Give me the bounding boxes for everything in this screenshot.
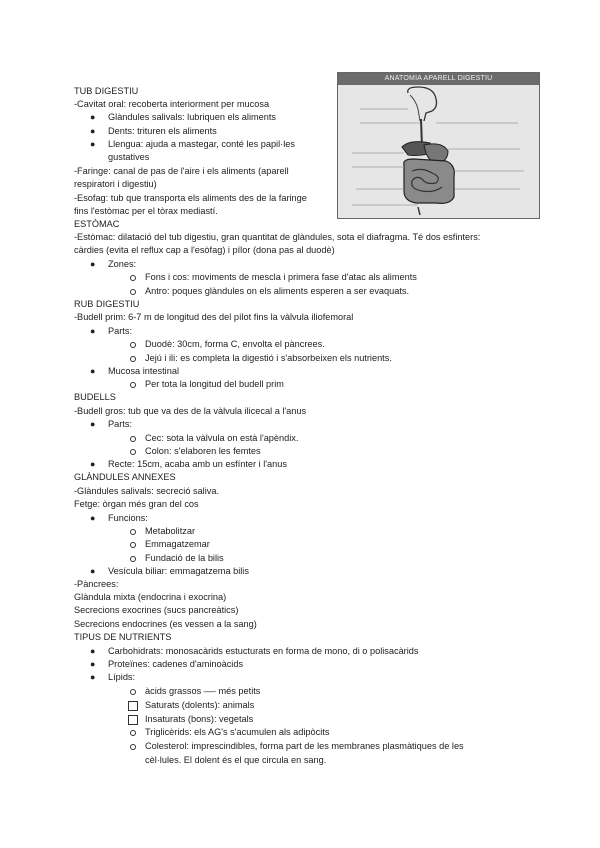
circle-bullet <box>130 275 136 281</box>
bullet-dot: ● <box>90 126 96 136</box>
list-item: Recte: 15cm, acaba amb un esfínter i l'anus <box>108 459 287 469</box>
list-item: Vesícula biliar: emmagatzema bilis <box>108 566 249 576</box>
sub-list-item: Antro: poques glàndules on els aliments esperen a ser evaquats. <box>145 286 410 296</box>
circle-bullet <box>130 730 136 736</box>
list-item: Zones: <box>108 259 137 269</box>
circle-bullet <box>130 542 136 548</box>
text-line: fins l'estòmac per el tòrax mediastí. <box>74 206 218 216</box>
text-line: -Faringe: canal de pas de l'aire i els aliments (aparell <box>74 166 289 176</box>
bullet-dot: ● <box>90 646 96 656</box>
sub-list-item: Colon: s'elaboren les femtes <box>145 446 261 456</box>
text-line: -Budell gros: tub que va des de la vàlvula ilicecal a l'anus <box>74 406 307 416</box>
list-item: Proteïnes: cadenes d'aminoàcids <box>108 659 244 669</box>
circle-bullet <box>130 436 136 442</box>
list-item: Parts: <box>108 419 132 429</box>
sub-list-item: Fons i cos: moviments de mescla i primera fase d'atac als aliments <box>145 272 417 282</box>
text-line: -Pàncrees: <box>74 579 119 589</box>
list-item: Funcions: <box>108 513 148 523</box>
list-item: Dents: trituren els aliments <box>108 126 217 136</box>
text-line: càrdies (evita el reflux cap a l'esòfag) i pílor (dona pas al duodè) <box>74 245 335 255</box>
list-item-continuation: gustatives <box>108 152 150 162</box>
text-line: Glàndula mixta (endocrina i exocrina) <box>74 592 227 602</box>
text-line: -Cavitat oral: recoberta interiorment per mucosa <box>74 99 270 109</box>
heading-tub-digestiu: TUB DIGESTIU <box>74 86 139 96</box>
text-line: Secrecions endocrines (es vessen a la sang) <box>74 619 257 629</box>
circle-bullet <box>130 529 136 535</box>
sub-list-item-continuation: cèl·lules. El dolent és el que circula en sang. <box>145 755 327 765</box>
list-item: Carbohidrats: monosacàrids estucturats en forma de mono, di o polisacàrids <box>108 646 419 656</box>
digestive-system-figure <box>337 72 540 219</box>
checkbox[interactable] <box>128 701 138 711</box>
list-item: Llengua: ajuda a mastegar, conté les papil·les <box>108 139 295 149</box>
text-line: -Esofag: tub que transporta els aliments des de la faringe <box>74 193 307 203</box>
bullet-dot: ● <box>90 112 96 122</box>
circle-bullet <box>130 744 136 750</box>
checklist-item: Saturats (dolents): animals <box>145 700 255 710</box>
text-line: -Budell prim: 6-7 m de longitud des del pílot fins la vàlvula iliofemoral <box>74 312 354 322</box>
digestive-diagram <box>338 85 539 218</box>
sub-list-item: Cec: sota la vàlvula on està l'apèndix. <box>145 433 299 443</box>
sub-list-item: Metabolitzar <box>145 526 196 536</box>
circle-bullet <box>130 382 136 388</box>
sub-list-item: Jejú i ili: es completa la digestió i s'absorbeixen els nutrients. <box>145 353 392 363</box>
list-item: Glàndules salivals: lubriquen els aliments <box>108 112 277 122</box>
figure-title: ANATOMIA APARELL DIGESTIU <box>338 73 539 85</box>
heading-budells: BUDELLS <box>74 392 116 402</box>
text-line: Fetge: òrgan més gran del cos <box>74 499 199 509</box>
list-item: Lípids: <box>108 672 136 682</box>
text-line: -Glàndules salivals: secreció saliva. <box>74 486 220 496</box>
circle-bullet <box>130 689 136 695</box>
text-line: -Estòmac: dilatació del tub digestiu, gran quantitat de glàndules, sota el diafragma. Té dos esfinters: <box>74 232 481 242</box>
bullet-dot: ● <box>90 513 96 523</box>
list-item: Parts: <box>108 326 132 336</box>
bullet-dot: ● <box>90 659 96 669</box>
list-item: Mucosa intestinal <box>108 366 179 376</box>
heading-estomac: ESTÒMAC <box>74 219 120 229</box>
circle-bullet <box>130 449 136 455</box>
circle-bullet <box>130 356 136 362</box>
bullet-dot: ● <box>90 326 96 336</box>
text-line: Secrecions exocrines (sucs pancreàtics) <box>74 605 239 615</box>
sub-list-item: Colesterol: imprescindibles, forma part de les membranes plasmàtiques de les <box>145 741 464 751</box>
checkbox[interactable] <box>128 715 138 725</box>
circle-bullet <box>130 342 136 348</box>
sub-list-item: Per tota la longitud del budell prim <box>145 379 284 389</box>
sub-list-item: àcids grassos —- més petits <box>145 686 261 696</box>
sub-list-item: Triglicèrids: els AG's s'acumulen als adipòcits <box>145 727 330 737</box>
circle-bullet <box>130 556 136 562</box>
text-line: respiratori i digestiu) <box>74 179 157 189</box>
bullet-dot: ● <box>90 459 96 469</box>
heading-rub-digestiu: RUB DIGESTIU <box>74 299 140 309</box>
circle-bullet <box>130 289 136 295</box>
heading-glandules-annexes: GLÀNDULES ANNEXES <box>74 472 176 482</box>
bullet-dot: ● <box>90 566 96 576</box>
bullet-dot: ● <box>90 672 96 682</box>
sub-list-item: Fundació de la bilis <box>145 553 224 563</box>
sub-list-item: Duodè: 30cm, forma C, envolta el pàncrees. <box>145 339 325 349</box>
checklist-item: Insaturats (bons): vegetals <box>145 714 254 724</box>
sub-list-item: Emmagatzemar <box>145 539 210 549</box>
bullet-dot: ● <box>90 366 96 376</box>
bullet-dot: ● <box>90 259 96 269</box>
bullet-dot: ● <box>90 419 96 429</box>
heading-tipus-nutrients: TIPUS DE NUTRIENTS <box>74 632 172 642</box>
bullet-dot: ● <box>90 139 96 149</box>
